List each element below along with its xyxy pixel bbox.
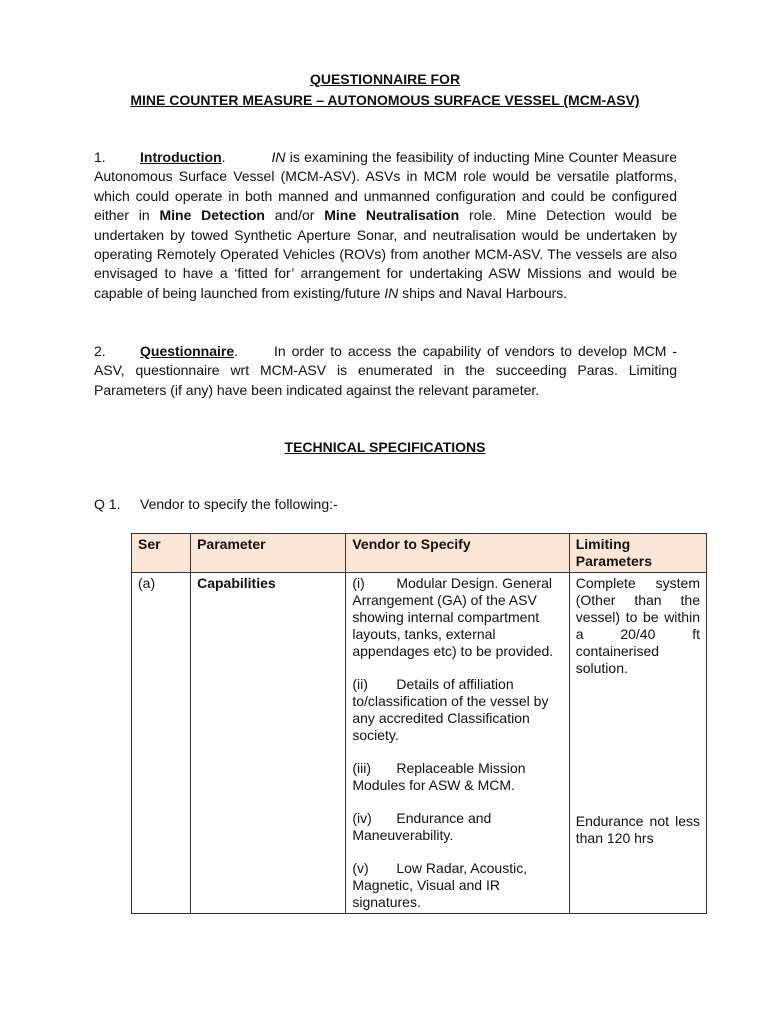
intro-text-italic: IN	[271, 149, 286, 165]
row-parameter: Capabilities	[191, 573, 346, 914]
item-text: Endurance and Maneuverability.	[352, 810, 492, 843]
limit-endurance: Endurance not less than 120 hrs	[575, 813, 700, 846]
row-vendor-items	[346, 573, 569, 914]
questionnaire-heading: Questionnaire	[140, 343, 235, 359]
intro-text-b: is examining the feasibility of inducting Mine Counter Measure Autonomous Surface Vessel (MCM-ASV). ASVs in MCM role would be versatile platforms, which could operate in both manned and unmanned configuration and could be configured either in	[94, 149, 677, 224]
vendor-item-iii	[352, 760, 562, 794]
item-number: (i)	[352, 575, 365, 591]
questionnaire-heading-punct: .	[234, 343, 239, 359]
intro-text-italic-2: IN	[384, 284, 399, 301]
table-row	[132, 573, 707, 914]
item-text: Modular Design. General Arrangement (GA) of the ASV showing internal compartment layouts, tanks, external appendages etc) to be provided.	[352, 575, 554, 659]
intro-bold-mine-neutralisation: Mine Neutralisation	[324, 207, 460, 224]
intro-heading-punct: .	[221, 149, 226, 165]
header-parameter: Parameter	[191, 534, 346, 573]
intro-text-c: and/or	[264, 207, 325, 224]
title-line-1: QUESTIONNAIRE FOR	[309, 71, 461, 87]
header-vendor-to-specify: Vendor to Specify	[346, 534, 569, 573]
title-line-2: MINE COUNTER MEASURE – AUTONOMOUS SURFACE VESSEL (MCM-ASV)	[130, 92, 640, 108]
item-text: Replaceable Mission Modules for ASW & MCM.	[352, 760, 526, 793]
row-limiting	[569, 573, 706, 914]
table-header-row	[132, 534, 707, 573]
questionnaire-text: In order to access the capability of vendors to develop MCM - ASV, questionnaire wrt MCM-ASV is enumerated in the succeeding Paras. Limiting Parameters (if any) have been indicated against the relevant parameter.	[94, 343, 677, 398]
item-text: Details of affiliation to/classification of the vessel by any accredited Classification society.	[352, 676, 549, 743]
item-number: (ii)	[352, 676, 368, 692]
intro-heading: Introduction	[140, 149, 222, 165]
intro-text-d: role. Mine Detection would be undertaken by towed Synthetic Aperture Sonar, and neutralisation would be undertaken by operating Remotely Operated Vehicles (ROVs) from another MCM-ASV. The vessels are also envisaged to have a ‘fitted for’ arrangement for undertaking ASW Missions and would be capable of being launched from existing/future	[94, 207, 678, 301]
limit-container-size: Complete system (Other than the vessel) to be within a 20/40 ft containerised solution.	[575, 575, 700, 676]
question-1	[94, 496, 338, 512]
item-number: (iii)	[352, 760, 372, 776]
question-1-label: Q 1.	[94, 496, 121, 512]
header-ser: Ser	[132, 534, 191, 573]
intro-bold-mine-detection: Mine Detection	[159, 207, 265, 224]
header-limiting-parameters: Limiting Parameters	[569, 534, 706, 573]
item-text: Low Radar, Acoustic, Magnetic, Visual and IR signatures.	[352, 860, 528, 910]
vendor-item-i	[352, 575, 562, 660]
vendor-item-iv	[352, 810, 562, 844]
vendor-item-ii	[352, 676, 562, 744]
intro-paragraph	[94, 148, 677, 303]
section-title: TECHNICAL SPECIFICATIONS	[284, 439, 486, 455]
vendor-item-v	[352, 860, 562, 911]
intro-number: 1.	[94, 149, 106, 165]
questionnaire-number: 2.	[94, 343, 106, 359]
intro-text-e: ships and Naval Harbours.	[398, 284, 568, 301]
row-ser: (a)	[132, 573, 191, 914]
item-number: (v)	[352, 860, 369, 876]
item-number: (iv)	[352, 810, 372, 826]
specification-table	[131, 533, 707, 914]
questionnaire-paragraph	[94, 342, 677, 400]
question-1-text: Vendor to specify the following:-	[140, 496, 338, 512]
